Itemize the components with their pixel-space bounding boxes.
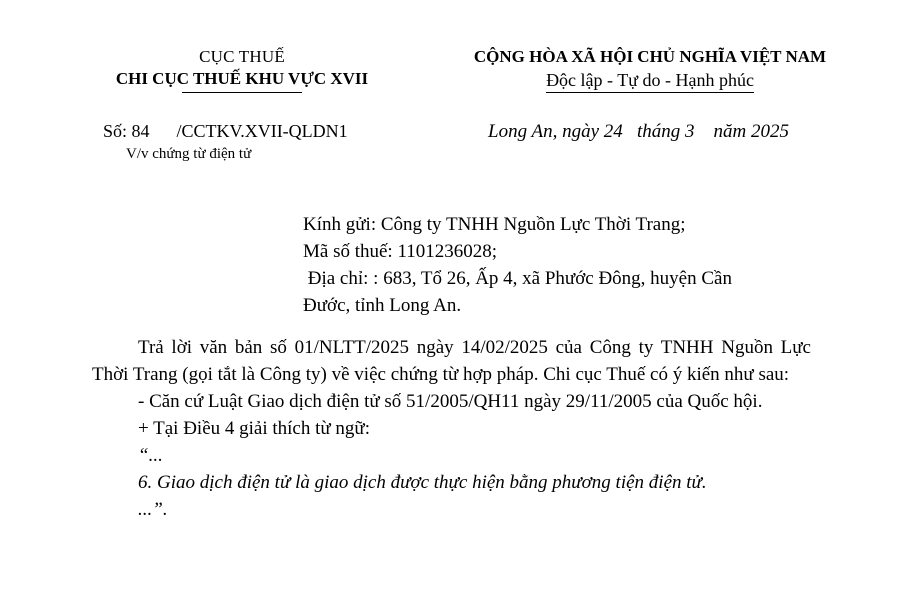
recipient-block <box>303 211 823 319</box>
agency-header <box>72 46 412 93</box>
quote-open: “... <box>138 445 163 466</box>
agency-underline <box>182 92 302 93</box>
document-body <box>92 334 811 523</box>
motto-block <box>546 68 754 93</box>
place-date: Long An, ngày 24 tháng 3 năm 2025 <box>488 121 790 142</box>
body-paragraph-reply: Trả lời văn bản số 01/NLTT/2025 ngày 14/02/2025 của Công ty TNHH Nguồn Lực Thời Trang (gọi tắt là Công ty) về việc chứng từ hợp pháp. Chi cục Thuế có ý kiến như sau: <box>92 337 811 385</box>
recipient-address: Địa chỉ: : 683, Tổ 26, Ấp 4, xã Phước Đông, huyện Cần <box>303 268 732 289</box>
recipient-name: Kính gửi: Công ty TNHH Nguồn Lực Thời Trang; <box>303 214 686 235</box>
document-number: Số: 84 /CCTKV.XVII-QLDN1 <box>103 121 348 141</box>
body-paragraph-article: + Tại Điều 4 giải thích từ ngữ: <box>138 418 371 439</box>
agency-name: CHI CỤC THUẾ KHU VỰC XVII <box>115 69 369 88</box>
document-subject: V/v chứng từ điện tử <box>126 146 252 162</box>
recipient-tax-code: Mã số thuế: 1101236028; <box>303 241 498 262</box>
agency-parent: CỤC THUẾ <box>199 47 285 66</box>
quote-definition: 6. Giao dịch điện tử là giao dịch được thực hiện bằng phương tiện điện tử. <box>138 472 707 493</box>
recipient-address-cont: Đước, tỉnh Long An. <box>303 295 462 316</box>
motto-underline <box>546 92 754 93</box>
body-paragraph-legal-basis: - Căn cứ Luật Giao dịch điện tử số 51/2005/QH11 ngày 29/11/2005 của Quốc hội. <box>138 391 763 412</box>
nation-header <box>440 46 860 93</box>
quote-close: ...”. <box>138 499 168 520</box>
nation-title: CỘNG HÒA XÃ HỘI CHỦ NGHĨA VIỆT NAM <box>473 47 827 66</box>
motto: Độc lập - Tự do - Hạnh phúc <box>546 70 754 90</box>
